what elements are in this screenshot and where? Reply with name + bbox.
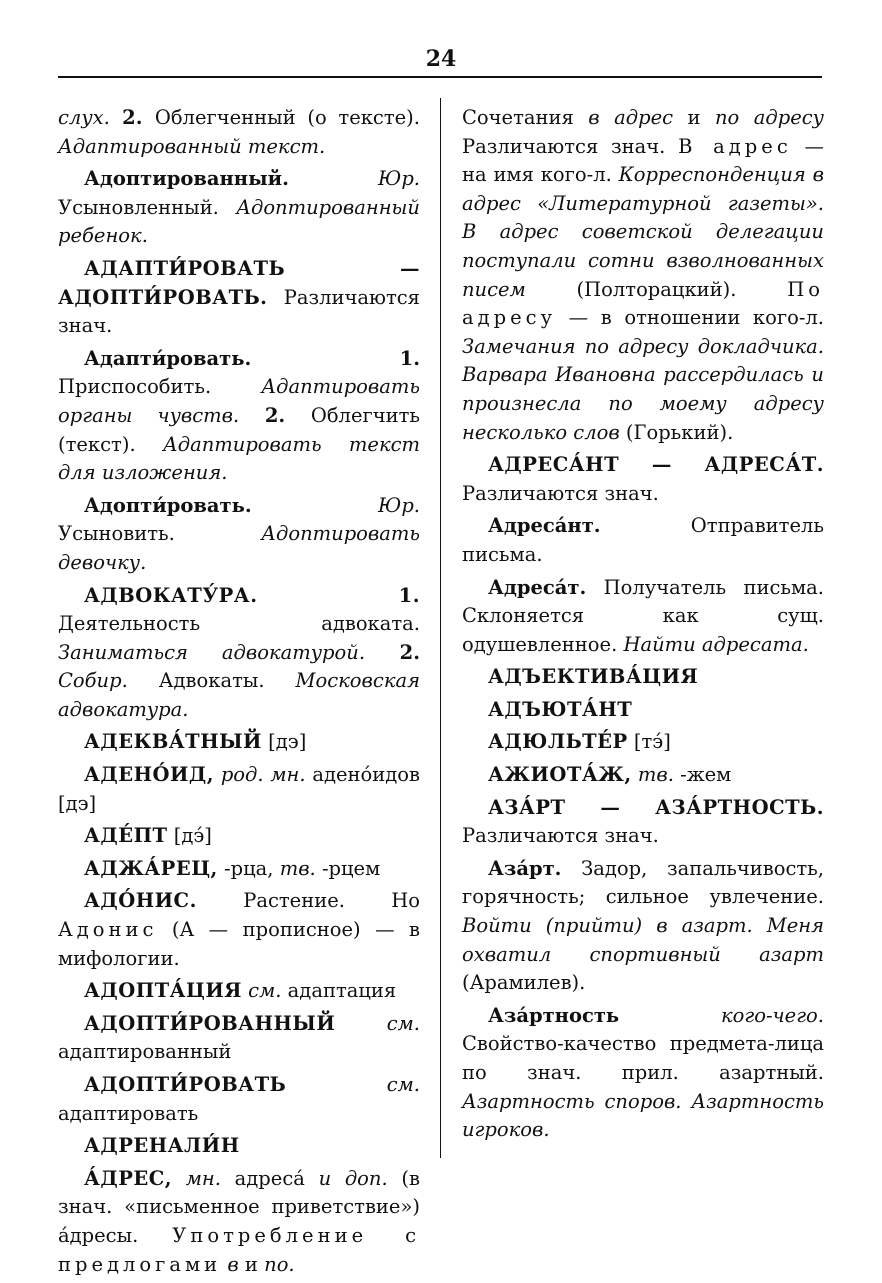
entry-text: Адреса́т. (488, 575, 587, 599)
entry-text: Приспособить. (58, 375, 262, 399)
entry-text: род. мн. (214, 763, 306, 787)
entry-text: 2. (365, 640, 420, 664)
dictionary-entry (462, 696, 824, 725)
entry-text: Найти адресата. (623, 632, 809, 656)
entry-text: Свойство-качество предмета-лица по знач. прил. азартный. (462, 1032, 824, 1084)
entry-text: Различаются знач. (462, 824, 659, 848)
entry-text: Адвокаты. (127, 669, 296, 693)
entry-text: Задор, запальчивость, горячность; сильное увлечение. (462, 856, 824, 909)
entry-text: [дэ] (261, 730, 307, 754)
entry-text: -рцем (315, 856, 381, 880)
entry-text: см. (241, 979, 282, 1003)
dictionary-entry (58, 255, 420, 341)
entry-text: Юр. (378, 167, 420, 191)
dictionary-entry (58, 1010, 420, 1067)
entry-text: — в отношении кого-л. (556, 306, 824, 330)
dictionary-entry (462, 1002, 824, 1145)
entry-headword: АДЕ́ПТ (84, 824, 168, 848)
entry-text: — на имя кого-л. (462, 134, 825, 187)
entry-text: Облегчить (текст). (58, 403, 420, 456)
entry-headword: АЗА́РТ — АЗА́РТНОСТЬ. (488, 795, 824, 819)
dictionary-entry (58, 1071, 420, 1128)
entry-text: Московская адвокатура. (58, 669, 420, 721)
dictionary-entry (58, 761, 420, 818)
entry-text: Аза́ртность (488, 1003, 620, 1027)
entry-text: по адресу (714, 106, 824, 129)
dictionary-entry (58, 345, 420, 488)
entry-text: (Арамилев). (462, 971, 586, 995)
entry-headword: АДЮЛЬТЕ́Р (488, 730, 628, 754)
entry-text: Отправитель письма. (462, 514, 824, 566)
dictionary-entry (58, 104, 420, 161)
entry-text: адаптация (281, 979, 397, 1003)
entry-text: слух. (58, 106, 110, 129)
dictionary-entry (58, 1132, 420, 1161)
page-number: 24 (425, 46, 457, 72)
entry-headword: АДВОКАТУ́РА. 1. (84, 583, 420, 607)
entry-text: Адопти́ровать. (84, 493, 379, 517)
entry-text: Адреса́нт. (488, 514, 601, 538)
entry-text: по. (257, 1252, 295, 1276)
dictionary-entry (58, 492, 420, 578)
dictionary-entry (58, 977, 420, 1006)
entry-text: Азартность споров. Азартность игроков. (462, 1089, 824, 1142)
entry-text: Аза́рт. (488, 856, 562, 880)
entry-text: (Горький). (619, 420, 734, 444)
dictionary-entry (58, 887, 420, 973)
entry-text: Различаются знач. (462, 481, 659, 505)
entry-text: (А — прописное) — в мифологии. (58, 918, 420, 970)
entry-headword: АДЪЕКТИВА́ЦИЯ (488, 665, 699, 689)
dictionary-entry (462, 104, 824, 447)
entry-headword: АЖИОТА́Ж, (488, 763, 632, 787)
entry-text: Деятельность адвоката. (58, 612, 420, 636)
entry-headword: АДОПТИ́РОВАТЬ (84, 1073, 287, 1096)
dictionary-entry (462, 574, 824, 660)
entry-text: адаптировать (58, 1101, 199, 1125)
dictionary-entry (462, 855, 824, 998)
entry-text: Адоптированный ребенок. (58, 195, 420, 248)
entry-text: Усыновленный. (58, 195, 237, 219)
entry-text: Различаются знач. (58, 285, 420, 338)
column-divider (440, 98, 441, 1158)
entry-text: в (221, 1252, 239, 1276)
entry-text: -жем (673, 763, 732, 787)
entry-text: и (673, 106, 715, 129)
entry-text: Замечания по адресу докладчика. Варвара Ивановна рассердилась и произнесла по моему адресу несколько слов (462, 334, 824, 444)
dictionary-entry (58, 855, 420, 884)
entry-text: Сочетания (462, 106, 589, 129)
entry-headword: АДАПТИ́РОВАТЬ — АДОПТИ́РОВАТЬ. (58, 256, 420, 309)
entry-text: см. (286, 1073, 420, 1096)
dictionary-entry (462, 512, 824, 569)
entry-text: в адрес (588, 106, 674, 129)
entry-text: Усыновить. (58, 522, 262, 546)
dictionary-entry (462, 794, 824, 851)
dictionary-entry (462, 663, 824, 692)
entry-text: и (238, 1252, 258, 1276)
entry-text: Юр. (378, 493, 420, 517)
entry-text: Адоптировать девочку. (58, 522, 420, 574)
entry-text: Адапти́ровать. 1. (84, 346, 420, 370)
entry-headword: АДРЕНАЛИ́Н (84, 1134, 240, 1158)
entry-text: Собир. (58, 669, 128, 693)
entry-text: Различаются знач. (462, 134, 679, 158)
entry-text: адаптированный (58, 1040, 232, 1064)
entry-headword: АДЖА́РЕЦ, (84, 856, 218, 880)
entry-text: Адонис (58, 918, 158, 942)
entry-text: Корреспонденция в адрес «Литературной газеты». В адрес советской делегации поступали сотни взволнованных писем (462, 163, 824, 301)
entry-text: адреса́ (220, 1166, 319, 1190)
dictionary-entry (58, 165, 420, 251)
dictionary-entry (462, 761, 824, 790)
entry-text: -рца, (217, 856, 280, 880)
entry-headword: АДРЕСА́НТ — АДРЕСА́Т. (488, 453, 824, 477)
right-column (462, 104, 824, 1149)
entry-text: кого-чего. (619, 1003, 824, 1027)
entry-text: 2. (239, 403, 311, 427)
entry-text: адено́идов [дэ] (58, 763, 420, 815)
entry-text: Растение. Но (196, 889, 420, 913)
entry-headword: АДЪЮТА́НТ (488, 697, 633, 721)
entry-text: (в знач. «письменное приветствие») а́дресы. (58, 1166, 420, 1247)
entry-headword: АДЕКВА́ТНЫЙ (84, 730, 262, 754)
dictionary-entry (58, 1165, 420, 1279)
header-rule (58, 76, 822, 78)
entry-text: Употребление с предлогами (58, 1223, 420, 1276)
entry-text: Войти (прийти) в азарт. Меня охватил спортивный азарт (462, 914, 824, 966)
dictionary-entry (58, 582, 420, 725)
entry-headword: АДОПТА́ЦИЯ (84, 979, 242, 1003)
entry-text: В адрес (678, 134, 792, 158)
dictionary-entry (462, 451, 824, 508)
entry-text: (Полторацкий). (525, 277, 788, 301)
entry-text: см. (335, 1011, 420, 1035)
entry-text: Адаптировать органы чувств. (58, 375, 420, 427)
left-column (58, 104, 420, 1283)
entry-text: [дэ́] (167, 824, 212, 848)
entry-text: мн. (172, 1166, 221, 1190)
dictionary-entry (462, 728, 824, 757)
entry-text: [тэ́] (627, 730, 671, 754)
entry-text: По адресу (462, 277, 824, 330)
entry-headword: АДОПТИ́РОВАННЫЙ (84, 1011, 336, 1035)
dictionary-entry (58, 728, 420, 757)
entry-text: Заниматься адвокатурой. (58, 640, 366, 664)
entry-text: тв. (631, 763, 674, 787)
entry-headword: АДО́НИС. (84, 889, 197, 913)
entry-headword: А́ДРЕС, (84, 1166, 173, 1190)
entry-headword: АДЕНО́ИД, (84, 763, 215, 787)
entry-text: и доп. (318, 1166, 388, 1190)
dictionary-entry (58, 822, 420, 851)
entry-text: Адаптированный текст. (58, 134, 326, 158)
entry-text: Получатель письма. Склоняется как сущ. одушевленное. (462, 575, 824, 656)
entry-text: Адаптировать текст для изложения. (58, 432, 421, 485)
entry-text: Облегченный (о тексте). (154, 106, 420, 129)
entry-text: тв. (279, 856, 316, 880)
entry-text: 2. (109, 106, 155, 129)
entry-text: Адоптированный. (84, 167, 379, 191)
